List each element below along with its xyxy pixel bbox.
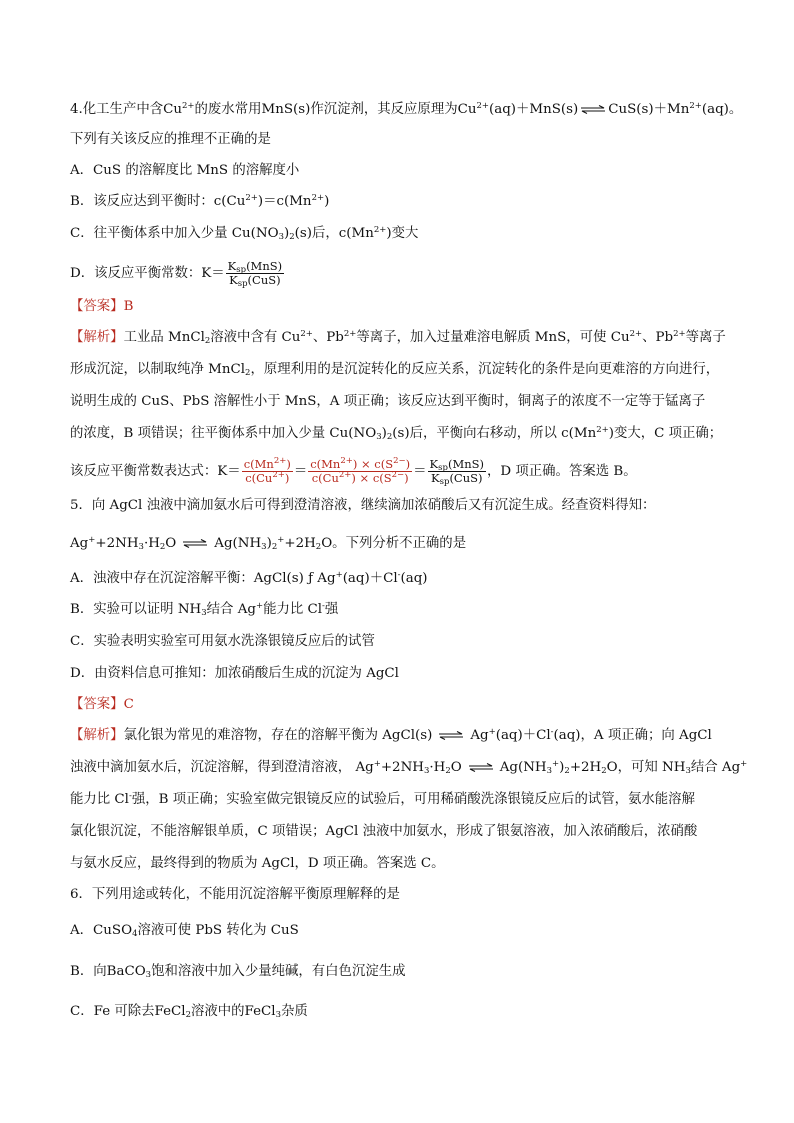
k-fraction-2: $\frac{c(Mn^{2+}) \times c(S^{2-})}{c(Cu^{2+}) \times c(S^{2-})}$ xyxy=(310,456,411,485)
equilibrium-arrow-icon xyxy=(464,763,498,772)
q5-explanation-line3: 能力比 Cl-强，B 项正确；实验室做完银镜反应的试验后，可用稀硝酸洗涤银镜反应后的试管，氨水能溶解 xyxy=(70,791,695,807)
q4-stem-line1: 4.化工生产中含$Cu^{2+}$的废水常用MnS(s)作沉淀剂，其反应原理为$Cu^{2+}(aq)+MnS(s)$ $CuS(s)+Mn^{2+}(aq)$。 xyxy=(70,101,743,117)
q4-answer: 【答案】B xyxy=(70,299,134,314)
q5-answer: 【答案】C xyxy=(70,697,134,712)
q6-option-b: B．向BaCO$_3$饱和溶液中加入少量纯碱，有白色沉淀生成 xyxy=(70,964,406,980)
q5-option-d: D．由资料信息可推知：加浓硝酸后生成的沉淀为 AgCl xyxy=(70,666,399,681)
q6-option-c: C．Fe 可除去FeCl$_2$溶液中的FeCl$_3$杂质 xyxy=(70,1004,308,1020)
q5-explanation-line2: 浊液中滴加氨水后，沉淀溶解，得到澄清溶液， $Ag^++2NH_3\cdot H_2O$ $Ag(NH_3^+)_2+2H_2O$，可知 $NH_3$结合 Ag+ xyxy=(70,759,748,776)
q4-option-c: C．往平衡体系中加入少量 $Cu(NO_3)_2(s)$后，$c(Mn^{2+})$变大 xyxy=(70,225,419,242)
q4-option-a: A．CuS 的溶解度比 MnS 的溶解度小 xyxy=(70,163,300,178)
q5-option-b: B．实验可以证明 $NH_3$结合 Ag+能力比 Cl-强 xyxy=(70,601,339,618)
q6-stem: 6．下列用途或转化，不能用沉淀溶解平衡原理解释的是 xyxy=(70,887,400,902)
k-fraction-3: $\frac{K_{sp}(MnS)}{K_{sp}(CuS)}$ xyxy=(429,457,484,487)
q6-option-a: A．CuSO$_4$溶液可使 PbS 转化为 CuS xyxy=(70,923,299,939)
q4-option-d: D．该反应平衡常数：K＝ $\frac{K_{sp}(MnS)}{K_{sp}(CuS)}$ xyxy=(70,259,283,289)
q5-explanation-line5: 与氨水反应，最终得到的物质为 AgCl，D 项正确。答案选 C。 xyxy=(70,856,445,871)
q4-explanation-line3: 说明生成的 CuS、PbS 溶解性小于 MnS，A 项正确；该反应达到平衡时，铜离子的浓度不一定等于锰离子 xyxy=(70,394,706,409)
q4-option-b: B．该反应达到平衡时：$c(Cu^{2+})=c(Mn^{2+})$ xyxy=(70,193,330,209)
ksp-fraction: $\frac{K_{sp}(MnS)}{K_{sp}(CuS)}$ xyxy=(227,259,283,289)
q5-option-a: A．浊液中存在沉淀溶解平衡：AgCl(s) ƒ Ag+(aq)＋Cl-(aq) xyxy=(70,570,428,586)
k-fraction-1: $\frac{c(Mn^{2+})}{c(Cu^{2+})}$ xyxy=(243,456,291,485)
q5-stem-line1: 5．向 AgCl 浊液中滴加氨水后可得到澄清溶液，继续滴加浓硝酸后又有沉淀生成。经查资料得知： xyxy=(70,498,656,513)
q4-explanation-line4: 的浓度，B 项错误；往平衡体系中加入少量 $Cu(NO_3)_2(s)$后，平衡向右移动，所以 $c(Mn^{2+})$变大，C 项正确； xyxy=(70,425,723,442)
q5-option-c: C．实验表明实验室可用氨水洗涤银镜反应后的试管 xyxy=(70,634,375,649)
equilibrium-arrow-icon xyxy=(434,731,468,740)
q4-explanation-line1: 【解析】工业品 MnCl$_2$溶液中含有 $Cu^{2+}$、$Pb^{2+}$等离子，加入过量难溶电解质 MnS，可使 $Cu^{2+}$、$Pb^{2+}$等离子 xyxy=(70,329,726,346)
q4-stem-line2: 下列有关该反应的推理不正确的是 xyxy=(70,132,271,147)
q4-explanation-line5: 该反应平衡常数表达式：K＝ $\frac{c(Mn^{2+})}{c(Cu^{2+})}$ ＝ $\frac{c(Mn^{2+}) \times c(S^{2-})}{c(Cu^{2+}) \times c(S^{2-})}$ ＝ $\frac{K_{sp}(MnS)}{K_{sp}(CuS)}$ ，D 项正确。答案选 B。 xyxy=(70,456,637,487)
q5-explanation-line4: 氯化银沉淀，不能溶解银单质，C 项错误；AgCl 浊液中加氨水，形成了银氨溶液，加入浓硝酸后，浓硝酸 xyxy=(70,824,698,839)
q4-explanation-line2: 形成沉淀，以制取纯净 MnCl$_2$，原理利用的是沉淀转化的反应关系，沉淀转化的条件是向更难溶的方向进行， xyxy=(70,362,720,378)
equilibrium-arrow-icon xyxy=(580,105,606,114)
q5-stem-line2: $Ag^++2NH_3\cdot H_2O$ $Ag(NH_3)_2^++2H_2O$。下列分析不正确的是 xyxy=(70,535,467,552)
equilibrium-arrow-icon xyxy=(178,539,212,548)
q5-explanation-line1: 【解析】氯化银为常见的难溶物，存在的溶解平衡为 AgCl(s) Ag+(aq)＋Cl-(aq)，A 项正确；向 AgCl xyxy=(70,727,712,743)
